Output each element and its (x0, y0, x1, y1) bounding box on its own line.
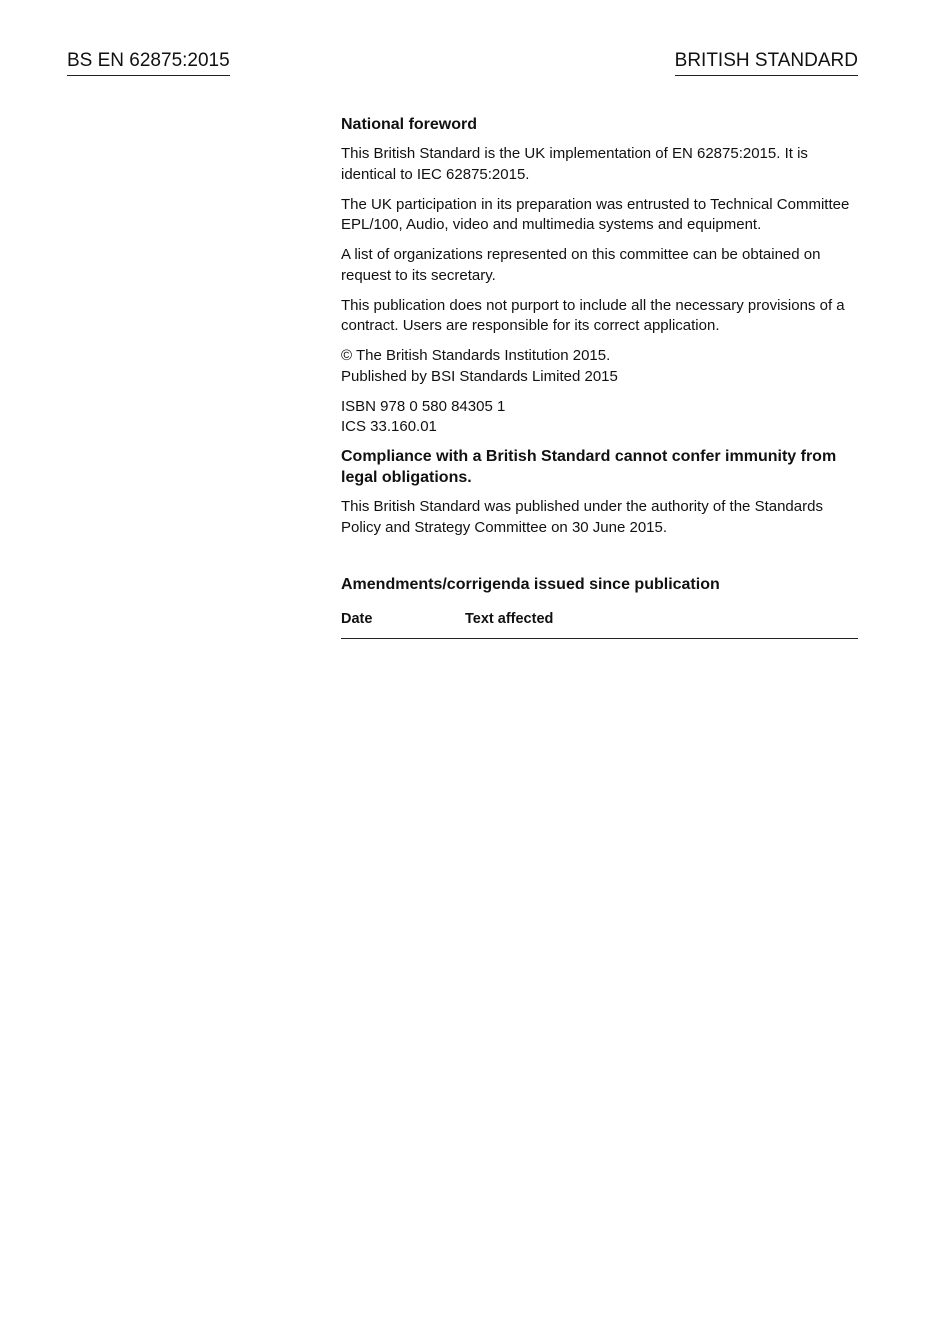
compliance-statement: Compliance with a British Standard cannot confer immunity from legal obligations. (341, 448, 837, 486)
participation-paragraph: The UK participation in its preparation was entrusted to Technical Committee EPL/100, Audio, video and multimedia systems and equipment. (341, 195, 850, 233)
document-id-header: BS EN 62875:2015 (67, 48, 230, 76)
identifiers-block (341, 397, 858, 438)
copyright-line: © The British Standards Institution 2015. (341, 347, 611, 364)
amendments-table-header (341, 609, 858, 639)
foreword-title: National foreword (341, 116, 478, 133)
date-column-header: Date (341, 611, 373, 627)
ics-line: ICS 33.160.01 (341, 418, 437, 435)
copyright-block (341, 346, 858, 387)
amendments-title: Amendments/corrigenda issued since publication (341, 576, 720, 593)
authority-paragraph: This British Standard was published under the authority of the Standards Policy and Strategy Committee on 30 June 2015. (341, 498, 823, 536)
isbn-line: ISBN 978 0 580 84305 1 (341, 397, 506, 415)
text-affected-column-header: Text affected (465, 611, 554, 627)
national-foreword-section (341, 114, 858, 639)
implementation-paragraph: This British Standard is the UK implementation of EN 62875:2015. It is identical to IEC 62875:2015. (341, 145, 808, 183)
organizations-paragraph: A list of organizations represented on this committee can be obtained on request to its secretary. (341, 246, 821, 284)
document-type-header: BRITISH STANDARD (675, 48, 858, 76)
provisions-paragraph: This publication does not purport to include all the necessary provisions of a contract. Users are responsible for its correct application. (341, 296, 845, 334)
publisher-line: Published by BSI Standards Limited 2015 (341, 367, 618, 385)
